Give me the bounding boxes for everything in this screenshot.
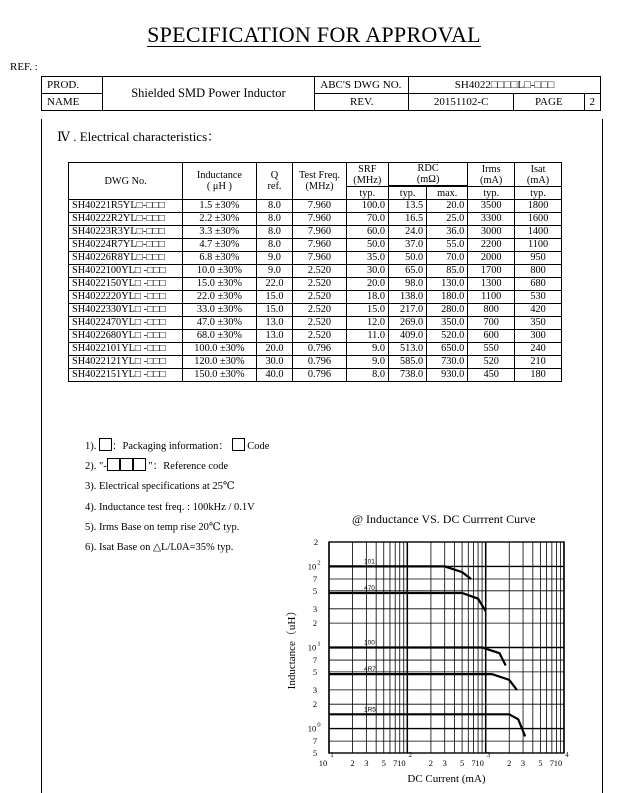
cell-ind: 15.0 ±30%: [183, 278, 256, 291]
cell-freq: 7.960: [293, 213, 346, 226]
y-tick-label: 10: [307, 561, 317, 572]
cell-srf: 9.0: [346, 343, 388, 356]
col-rdc: RDC (mΩ): [388, 163, 467, 186]
rev-value: 20151102-C: [409, 94, 514, 111]
cell-rdc-typ: 24.0: [388, 226, 426, 239]
cell-isat: 1800: [515, 200, 562, 213]
col-freq: Test Freq. (MHz): [293, 163, 346, 200]
cell-srf: 15.0: [346, 304, 388, 317]
cell-ind: 120.0 ±30%: [183, 356, 256, 369]
cell-q: 13.0: [256, 317, 293, 330]
series-label: 100: [364, 639, 375, 647]
cell-isat: 300: [515, 330, 562, 343]
cell-isat: 680: [515, 278, 562, 291]
cell-q: 13.0: [256, 330, 293, 343]
x-tick-label: 3: [364, 758, 369, 768]
cell-irms: 600: [468, 330, 515, 343]
x-tick-label: 2: [350, 758, 355, 768]
cell-q: 9.0: [256, 252, 293, 265]
cell-isat: 240: [515, 343, 562, 356]
cell-isat: 350: [515, 317, 562, 330]
col-srf: SRF (MHz): [346, 163, 388, 187]
cell-rdc-typ: 217.0: [388, 304, 426, 317]
cell-srf: 50.0: [346, 239, 388, 252]
cell-srf: 100.0: [346, 200, 388, 213]
series-line-100: [329, 648, 506, 666]
page-value: 2: [584, 94, 601, 111]
cell-q: 15.0: [256, 291, 293, 304]
cell-rdc-typ: 269.0: [388, 317, 426, 330]
cell-ind: 33.0 ±30%: [183, 304, 256, 317]
cell-ind: 68.0 ±30%: [183, 330, 256, 343]
cell-irms: 1300: [468, 278, 515, 291]
col-isat: Isat (mA): [515, 163, 562, 187]
x-tick-label: 10: [397, 758, 406, 768]
cell-q: 8.0: [256, 239, 293, 252]
series-line-1R5: [329, 714, 525, 736]
series-label: 4R7: [364, 666, 376, 674]
cell-dwg: SH40226R8YL□-□□□: [69, 252, 183, 265]
cell-isat: 800: [515, 265, 562, 278]
y-tick-label: 1: [317, 640, 321, 648]
cell-freq: 2.520: [293, 291, 346, 304]
x-tick-label: 3: [442, 758, 447, 768]
cell-rdc-max: 730.0: [427, 356, 468, 369]
cell-freq: 7.960: [293, 252, 346, 265]
cell-ind: 2.2 ±30%: [183, 213, 256, 226]
ref-label: REF. :: [10, 61, 38, 73]
section-title: Ⅳ . Electrical characteristics：: [57, 129, 221, 144]
cell-irms: 520: [468, 356, 515, 369]
cell-rdc-typ: 409.0: [388, 330, 426, 343]
cell-q: 8.0: [256, 200, 293, 213]
cell-isat: 1400: [515, 226, 562, 239]
cell-ind: 3.3 ±30%: [183, 226, 256, 239]
cell-rdc-max: 25.0: [427, 213, 468, 226]
cell-dwg: SH4022121YL□ -□□□: [69, 356, 183, 369]
cell-ind: 100.0 ±30%: [183, 343, 256, 356]
cell-rdc-max: 280.0: [427, 304, 468, 317]
cell-freq: 2.520: [293, 317, 346, 330]
cell-rdc-max: 20.0: [427, 200, 468, 213]
isat-typ: typ.: [515, 187, 562, 200]
cell-srf: 11.0: [346, 330, 388, 343]
cell-irms: 3500: [468, 200, 515, 213]
x-tick-label: 4: [565, 751, 569, 759]
dwg-value: SH4022□□□□L□-□□□: [409, 77, 601, 94]
y-tick-label: 7: [312, 573, 318, 584]
name-label: NAME: [42, 94, 103, 111]
cell-q: 9.0: [256, 265, 293, 278]
cell-rdc-typ: 98.0: [388, 278, 426, 291]
x-tick-label: 2: [408, 751, 413, 759]
cell-rdc-typ: 50.0: [388, 252, 426, 265]
cell-q: 30.0: [256, 356, 293, 369]
srf-typ: typ.: [346, 187, 388, 200]
cell-q: 8.0: [256, 213, 293, 226]
cell-rdc-typ: 138.0: [388, 291, 426, 304]
cell-freq: 2.520: [293, 278, 346, 291]
cell-freq: 7.960: [293, 200, 346, 213]
cell-rdc-max: 180.0: [427, 291, 468, 304]
cell-srf: 20.0: [346, 278, 388, 291]
cell-freq: 0.796: [293, 369, 346, 382]
x-tick-label: 5: [538, 758, 543, 768]
y-tick-label: 10: [307, 642, 317, 653]
cell-srf: 12.0: [346, 317, 388, 330]
rev-label: REV.: [315, 94, 409, 111]
cell-ind: 1.5 ±30%: [183, 200, 256, 213]
cell-irms: 2000: [468, 252, 515, 265]
irms-typ: typ.: [468, 187, 515, 200]
cell-irms: 1700: [468, 265, 515, 278]
cell-q: 15.0: [256, 304, 293, 317]
x-tick-label: 10: [318, 758, 328, 768]
y-axis-label: Inductance（uH）: [286, 605, 298, 690]
cell-dwg: SH40223R3YL□-□□□: [69, 226, 183, 239]
cell-rdc-typ: 738.0: [388, 369, 426, 382]
prod-label: PROD.: [42, 77, 103, 94]
cell-rdc-max: 930.0: [427, 369, 468, 382]
cell-rdc-max: 36.0: [427, 226, 468, 239]
cell-srf: 60.0: [346, 226, 388, 239]
col-inductance: Inductance ( μH ): [183, 163, 256, 200]
cell-srf: 8.0: [346, 369, 388, 382]
cell-isat: 1600: [515, 213, 562, 226]
y-tick-label: 5: [312, 748, 318, 758]
x-tick-label: 2: [428, 758, 434, 768]
y-tick-label: 2: [317, 559, 321, 567]
cell-ind: 22.0 ±30%: [183, 291, 256, 304]
cell-freq: 0.796: [293, 356, 346, 369]
cell-freq: 2.520: [293, 304, 346, 317]
cell-irms: 450: [468, 369, 515, 382]
cell-isat: 420: [515, 304, 562, 317]
x-tick-label: 5: [459, 758, 465, 768]
cell-dwg: SH4022151YL□ -□□□: [69, 369, 183, 382]
cell-isat: 950: [515, 252, 562, 265]
cell-rdc-max: 520.0: [427, 330, 468, 343]
y-tick-label: 5: [312, 585, 318, 596]
note-5: 5). Irms Base on temp rise 20℃ typ.: [85, 521, 240, 533]
cell-rdc-typ: 16.5: [388, 213, 426, 226]
cell-dwg: SH4022100YL□ -□□□: [69, 265, 183, 278]
y-tick-label: 2: [313, 537, 319, 547]
cell-rdc-max: 130.0: [427, 278, 468, 291]
cell-ind: 10.0 ±30%: [183, 265, 256, 278]
cell-rdc-max: 350.0: [427, 317, 468, 330]
cell-rdc-typ: 13.5: [388, 200, 426, 213]
product-name: Shielded SMD Power Inductor: [102, 77, 315, 111]
series-label: 101: [364, 558, 375, 566]
x-tick-label: 10: [475, 758, 484, 768]
rdc-typ: typ.: [388, 187, 426, 200]
y-tick-label: 10: [307, 723, 317, 734]
cell-ind: 150.0 ±30%: [183, 369, 256, 382]
note-3: 3). Electrical specifications at 25℃: [85, 481, 235, 493]
y-tick-label: 7: [312, 655, 318, 666]
cell-ind: 47.0 ±30%: [183, 317, 256, 330]
cell-irms: 3300: [468, 213, 515, 226]
cell-dwg: SH4022150YL□ -□□□: [69, 278, 183, 291]
cell-rdc-max: 55.0: [427, 239, 468, 252]
col-q: Q ref.: [256, 163, 293, 200]
cell-isat: 1100: [515, 239, 562, 252]
x-tick-label: 7: [549, 758, 554, 768]
cell-rdc-typ: 585.0: [388, 356, 426, 369]
x-tick-label: 1: [330, 751, 334, 759]
page-label: PAGE: [514, 94, 584, 111]
cell-dwg: SH4022680YL□ -□□□: [69, 330, 183, 343]
col-dwg: DWG No.: [69, 163, 183, 200]
cell-ind: 6.8 ±30%: [183, 252, 256, 265]
cell-rdc-typ: 37.0: [388, 239, 426, 252]
cell-rdc-max: 70.0: [427, 252, 468, 265]
cell-freq: 2.520: [293, 265, 346, 278]
page-title: SPECIFICATION FOR APPROVAL: [147, 22, 481, 47]
cell-rdc-max: 85.0: [427, 265, 468, 278]
series-label: 470: [364, 584, 375, 592]
cell-q: 8.0: [256, 226, 293, 239]
cell-dwg: SH4022470YL□ -□□□: [69, 317, 183, 330]
note-2: 2). "- "：Reference code: [85, 457, 269, 477]
y-tick-label: 7: [312, 736, 318, 747]
cell-rdc-typ: 65.0: [388, 265, 426, 278]
x-tick-label: 3: [486, 751, 491, 759]
cell-srf: 18.0: [346, 291, 388, 304]
cell-ind: 4.7 ±30%: [183, 239, 256, 252]
cell-isat: 210: [515, 356, 562, 369]
y-tick-label: 5: [312, 666, 318, 677]
note-4: 4). Inductance test freq. : 100kHz / 0.1V: [85, 501, 255, 513]
cell-dwg: SH40224R7YL□-□□□: [69, 239, 183, 252]
cell-q: 40.0: [256, 369, 293, 382]
rdc-max: max.: [427, 187, 468, 200]
x-tick-label: 10: [553, 758, 563, 768]
cell-srf: 70.0: [346, 213, 388, 226]
col-irms: Irms (mA): [468, 163, 515, 187]
cell-freq: 7.960: [293, 226, 346, 239]
x-tick-label: 7: [393, 758, 398, 768]
x-axis-label: DC Current (mA): [407, 773, 486, 785]
cell-freq: 7.960: [293, 239, 346, 252]
cell-freq: 2.520: [293, 330, 346, 343]
y-tick-label: 3: [312, 603, 318, 614]
series-line-4R7: [329, 674, 517, 690]
cell-irms: 2200: [468, 239, 515, 252]
y-tick-label: 0: [317, 721, 321, 729]
cell-irms: 1100: [468, 291, 515, 304]
cell-freq: 0.796: [293, 343, 346, 356]
cell-srf: 30.0: [346, 265, 388, 278]
cell-dwg: SH40221R5YL□-□□□: [69, 200, 183, 213]
cell-srf: 9.0: [346, 356, 388, 369]
cell-q: 22.0: [256, 278, 293, 291]
x-tick-label: 3: [520, 758, 526, 768]
dwg-label: ABC'S DWG NO.: [315, 77, 409, 94]
y-tick-label: 3: [312, 684, 318, 695]
cell-srf: 35.0: [346, 252, 388, 265]
note-1: 1). ：Packaging information： Code: [85, 437, 269, 457]
x-tick-label: 7: [471, 758, 476, 768]
y-tick-label: 2: [312, 618, 318, 629]
note-6: 6). Isat Base on △L/L0A=35% typ.: [85, 542, 234, 554]
x-tick-label: 2: [507, 758, 512, 768]
cell-dwg: SH4022101YL□ -□□□: [69, 343, 183, 356]
x-tick-label: 5: [381, 758, 386, 768]
cell-q: 20.0: [256, 343, 293, 356]
y-tick-label: 2: [312, 699, 318, 710]
cell-dwg: SH40222R2YL□-□□□: [69, 213, 183, 226]
cell-dwg: SH4022330YL□ -□□□: [69, 304, 183, 317]
chart-title: @ Inductance VS. DC Currrent Curve: [352, 512, 536, 526]
cell-irms: 700: [468, 317, 515, 330]
cell-irms: 800: [468, 304, 515, 317]
cell-dwg: SH4022220YL□ -□□□: [69, 291, 183, 304]
cell-isat: 180: [515, 369, 562, 382]
series-label: 1R5: [364, 706, 376, 714]
cell-irms: 550: [468, 343, 515, 356]
cell-isat: 530: [515, 291, 562, 304]
cell-rdc-max: 650.0: [427, 343, 468, 356]
cell-rdc-typ: 513.0: [388, 343, 426, 356]
cell-irms: 3000: [468, 226, 515, 239]
